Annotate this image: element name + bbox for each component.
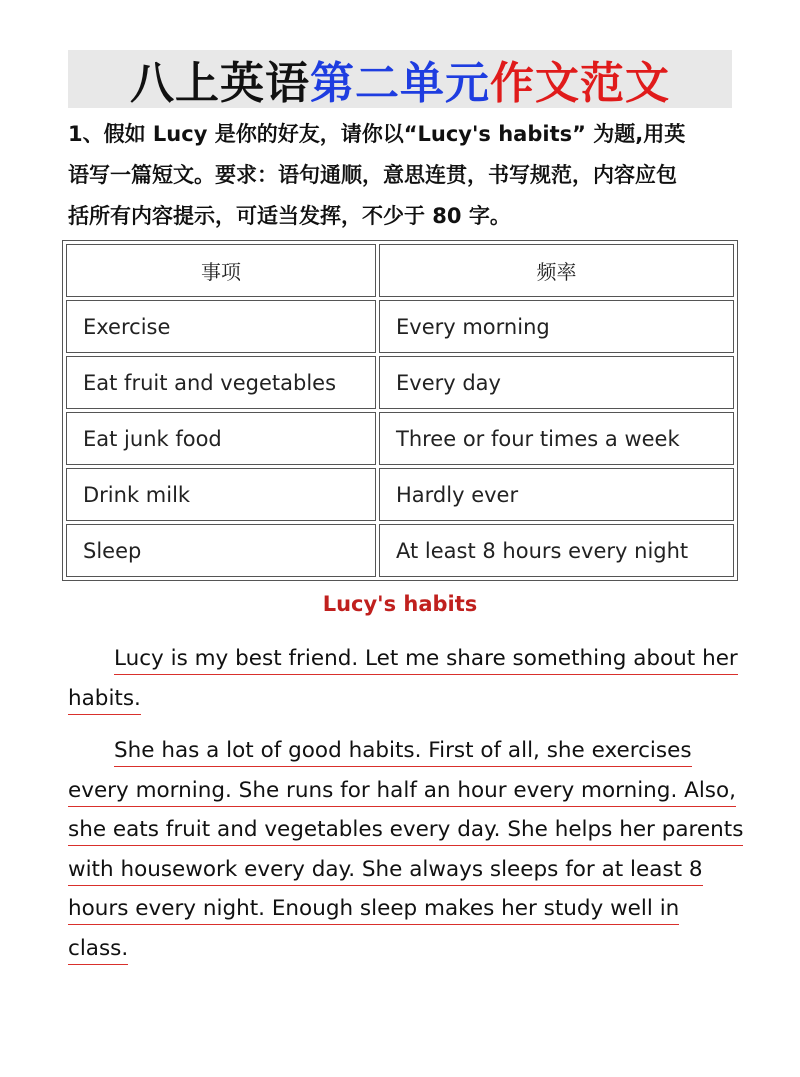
prompt-line: 括所有内容提示，可适当发挥，不少于 80 字。	[68, 204, 511, 228]
table-header-row	[66, 244, 734, 297]
essay-line: habits.	[68, 686, 141, 715]
table-row	[66, 468, 734, 521]
table-cell-frequency: Hardly ever	[379, 468, 734, 521]
essay-line: she eats fruit and vegetables every day. She helps her parents	[68, 817, 743, 846]
essay-line: with housework every day. She always sleeps for at least 8	[68, 857, 703, 886]
table-row	[66, 356, 734, 409]
title-part-1: 八上英语	[130, 58, 310, 109]
essay-line: Lucy is my best friend. Let me share something about her	[114, 646, 738, 675]
prompt-line: 语写一篇短文。要求：语句通顺，意思连贯，书写规范，内容应包	[68, 163, 677, 187]
table-row	[66, 412, 734, 465]
table-cell-item: Eat junk food	[66, 412, 376, 465]
table-row	[66, 300, 734, 353]
habits-table	[62, 240, 738, 581]
title-part-2: 第二单元	[310, 58, 490, 109]
table-cell-item: Drink milk	[66, 468, 376, 521]
essay-line: She has a lot of good habits. First of all, she exercises	[114, 738, 692, 767]
essay-line: every morning. She runs for half an hour every morning. Also,	[68, 778, 736, 807]
title-part-3: 作文范文	[490, 58, 670, 109]
table-cell-item: Sleep	[66, 524, 376, 577]
prompt-line: 1、假如 Lucy 是你的好友，请你以“Lucy's habits” 为题,用英	[68, 122, 686, 146]
table-cell-item: Eat fruit and vegetables	[66, 356, 376, 409]
essay-line: hours every night. Enough sleep makes her study well in	[68, 896, 679, 925]
essay-line: class.	[68, 936, 128, 965]
table-row	[66, 524, 734, 577]
column-header-frequency: 频率	[379, 244, 734, 297]
table-cell-frequency: Three or four times a week	[379, 412, 734, 465]
table-cell-frequency: At least 8 hours every night	[379, 524, 734, 577]
table-cell-item: Exercise	[66, 300, 376, 353]
page-title	[68, 50, 732, 108]
table-cell-frequency: Every day	[379, 356, 734, 409]
table-cell-frequency: Every morning	[379, 300, 734, 353]
essay-title: Lucy's habits	[322, 592, 478, 616]
column-header-item: 事项	[66, 244, 376, 297]
task-prompt	[68, 114, 738, 237]
